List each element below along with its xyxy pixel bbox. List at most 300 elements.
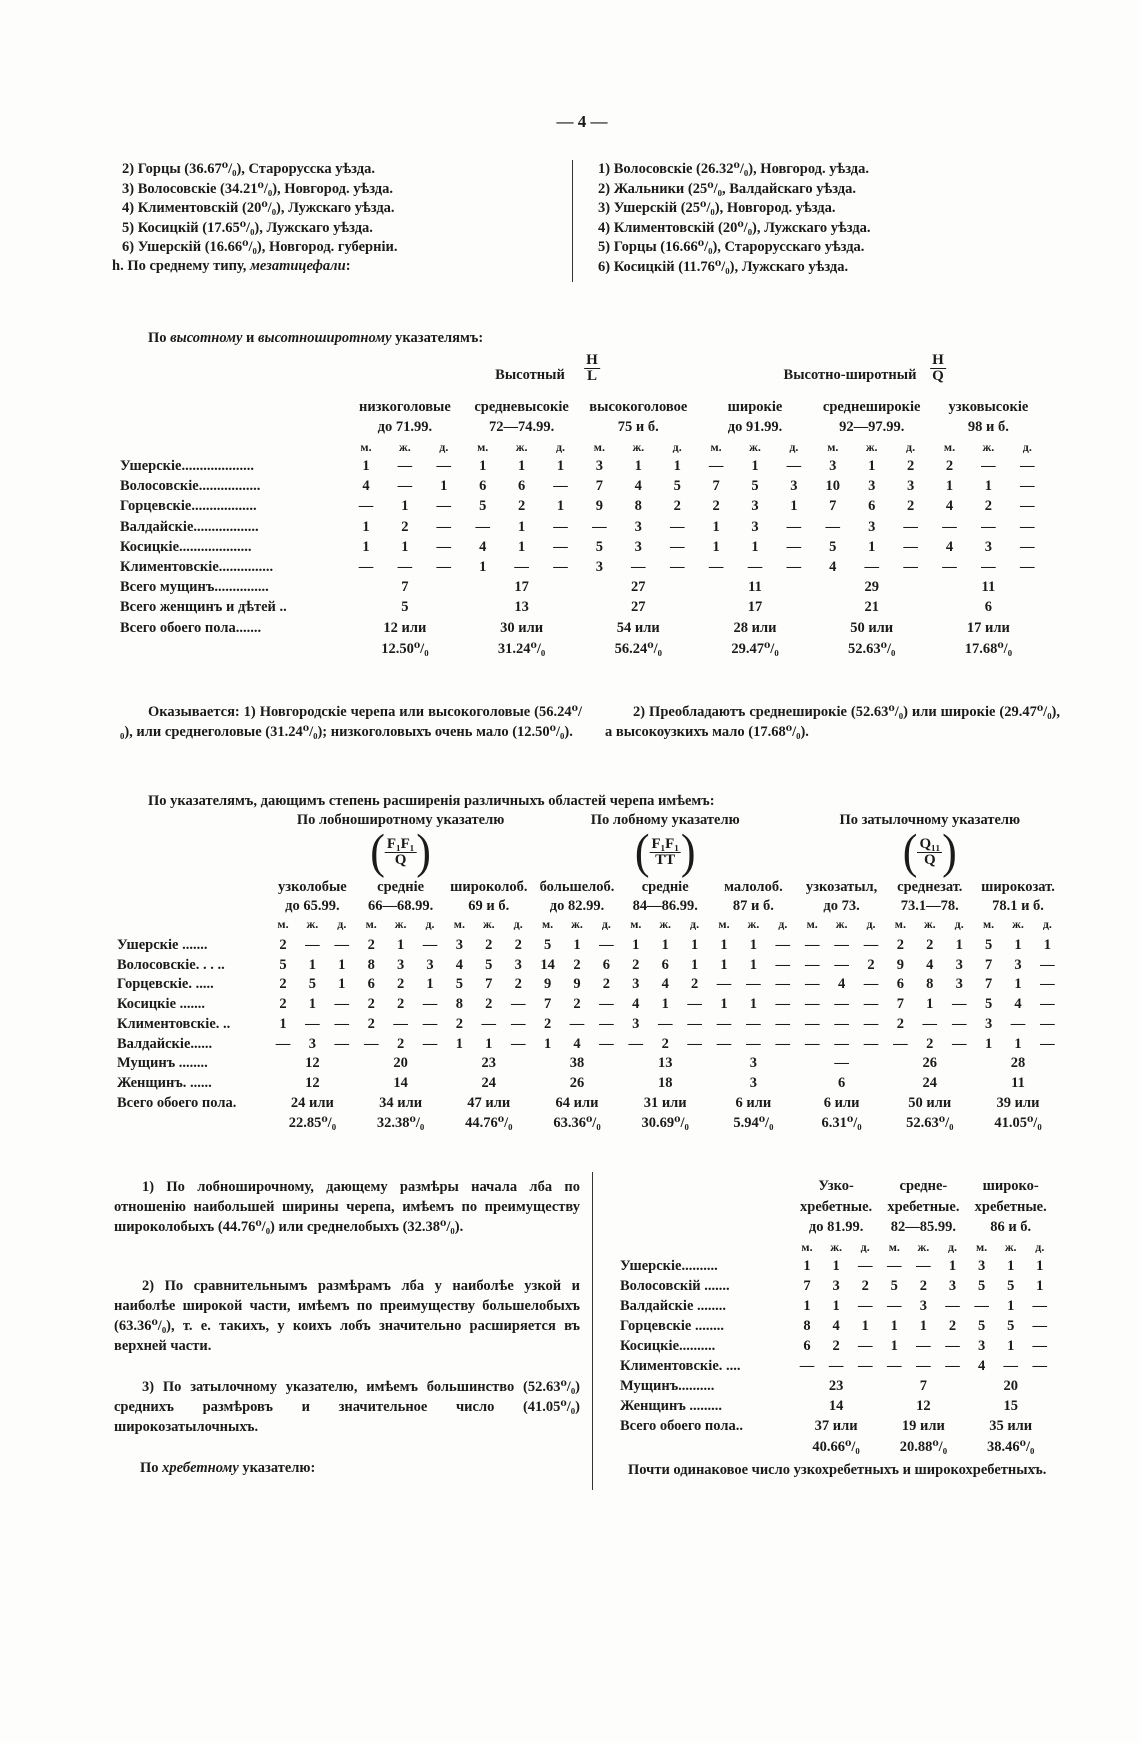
table-cell: 7 (829, 498, 837, 515)
table-cell: 1 (1043, 937, 1052, 953)
table-cell: 1 (279, 1015, 287, 1032)
total-cell: 14 (828, 1398, 844, 1414)
table-cell: 2 (514, 976, 522, 993)
table-cell: 2 (543, 1015, 552, 1032)
table-cell: 7 (595, 478, 604, 495)
table-cell: 2 (948, 1318, 957, 1334)
table-cell: 3 (984, 538, 993, 555)
class-header: низкоголовые (358, 399, 451, 415)
total-cell: 17.68⁰/₀ (964, 640, 1013, 657)
table-cell: — (834, 956, 849, 973)
page-number: — 4 — (556, 112, 608, 131)
table-cell: — (1010, 1015, 1026, 1032)
list-item-part: мезатицефали (249, 257, 346, 274)
table-cell: 7 (984, 976, 993, 993)
section1-heading (148, 330, 483, 347)
table-cell: 4 (632, 996, 640, 1013)
total-label: Всего мущинъ............... (120, 579, 269, 596)
table-cell: 1 (573, 937, 581, 953)
table-cell: 3 (595, 559, 604, 575)
class-header: малолоб. (724, 879, 783, 895)
section3-heading (140, 1460, 315, 1477)
table-cell: — (863, 937, 879, 953)
table-cell: 3 (514, 956, 522, 973)
table-cell: 2 (602, 976, 611, 993)
table-cell: 1 (1036, 1258, 1044, 1274)
table-cell: 1 (362, 458, 370, 474)
table-cell: — (1040, 976, 1055, 993)
table-cell: 1 (803, 1298, 811, 1314)
sex-header: ж. (659, 917, 672, 931)
table-cell: — (687, 1035, 702, 1052)
table-cell: — (334, 996, 350, 1013)
table-cell: 1 (632, 937, 640, 953)
table-cell: — (804, 1035, 820, 1052)
total-cell: 22.85⁰/₀ (288, 1115, 337, 1132)
class-header: широкозат. (981, 879, 1055, 895)
table-cell: — (397, 478, 413, 495)
table-cell: 5 (543, 937, 552, 953)
table-cell: — (393, 1015, 408, 1032)
table-cell: 2 (906, 458, 915, 474)
table-cell: 2 (896, 937, 905, 953)
table-cell: 7 (485, 976, 493, 993)
table-cell: 4 (829, 559, 837, 575)
index-formula: ( $\frac{\text{Q₁₁}}{Q}$ ) (902, 824, 957, 879)
table-cell: — (863, 1035, 879, 1052)
table-cell: — (1020, 518, 1035, 535)
list-item: 2) Жальники (25⁰/₀, Валдайскаго уѣзда. (598, 180, 856, 197)
heading-part: По (140, 1460, 163, 1476)
table-cell: 1 (1014, 976, 1022, 993)
row-label: Косицкіе.................... (120, 538, 252, 555)
sex-header: м. (360, 440, 372, 454)
table-cell: 9 (595, 498, 604, 515)
table-cell: 3 (790, 478, 798, 495)
heading-part: По (148, 330, 171, 346)
sex-header: м. (365, 917, 377, 931)
table-cell: — (553, 518, 568, 535)
table-cell: — (657, 1015, 673, 1032)
fraction-numerator: H (586, 352, 598, 368)
table-cell: — (746, 976, 761, 993)
sex-header: м. (542, 917, 554, 931)
sex-header: м. (710, 440, 722, 454)
table-cell: 1 (401, 498, 409, 515)
index-formula: ( $\frac{\text{F₁F₁}}{TT}$ ) (634, 824, 696, 879)
table-cell: 2 (926, 937, 934, 953)
sex-header: ж. (917, 1240, 930, 1254)
total-cell: 30.69⁰/₀ (641, 1115, 689, 1132)
table-cell: 1 (362, 518, 370, 535)
table-cell: 3 (751, 498, 759, 515)
index-group-label: По лобноширотному указателю (296, 812, 505, 828)
table-cell: 8 (803, 1318, 811, 1334)
table-cell: 2 (396, 976, 405, 993)
sex-header: м. (718, 917, 730, 931)
total-cell: 50 или (850, 619, 894, 636)
table-cell: — (553, 538, 568, 555)
table-cell: 1 (749, 937, 758, 953)
table-cell: — (828, 1358, 844, 1374)
table-cell: — (481, 1015, 497, 1032)
table-cell: 6 (661, 956, 669, 973)
table-cell: — (687, 996, 702, 1013)
table-cell: 2 (632, 956, 640, 973)
list-item: 1) Волосовскіе (26.32⁰/₀), Новгород. уѣзда. (598, 161, 869, 177)
class-header: большелоб. (539, 879, 615, 895)
table-cell: 14 (540, 956, 555, 973)
total-cell: 13 (514, 599, 529, 616)
table-cell: — (804, 976, 820, 993)
table-cell: 10 (825, 478, 841, 495)
table-cell: 2 (832, 1338, 840, 1354)
table-cell: 1 (479, 559, 487, 575)
table-cell: — (553, 559, 568, 575)
table-cell: — (716, 1015, 732, 1032)
table-cell: — (834, 1015, 849, 1032)
table-cell: — (1040, 1015, 1055, 1032)
table-cell: — (942, 518, 957, 535)
table-cell: 2 (896, 1015, 905, 1032)
table-cell: 2 (367, 996, 375, 1013)
table-cell: 1 (338, 976, 346, 993)
list-item: 5) Косицкій (17.65⁰/₀), Лужскаго уѣзда. (122, 219, 373, 236)
table-cell: 3 (829, 458, 837, 474)
total-cell: 27 (631, 599, 646, 616)
total-cell: 26 (569, 1074, 585, 1091)
table-cell: 1 (1014, 937, 1022, 953)
table-cell: 1 (749, 956, 758, 973)
sex-header: м. (277, 917, 289, 931)
fraction-denominator: Q (932, 368, 944, 384)
table-cell: 1 (720, 996, 728, 1013)
row-label: Горцевскіе ........ (620, 1318, 724, 1334)
table-cell: 1 (868, 458, 876, 474)
sex-header: ж. (571, 917, 583, 931)
total-cell: 39 или (996, 1094, 1040, 1111)
total-cell: 30 или (500, 619, 544, 636)
index-group-label: По лобному указателю (590, 812, 740, 828)
heading-part: указателю: (238, 1460, 316, 1476)
range-header: 78.1 и б. (992, 898, 1044, 914)
table-cell: 4 (945, 498, 954, 515)
table-cell: 7 (896, 996, 905, 1013)
list-item: 2) Горцы (36.67⁰/₀), Старорусска уѣзда. (122, 161, 375, 177)
class-header: узковысокіе (948, 399, 1029, 415)
table-cell: 3 (426, 956, 434, 973)
fraction-denominator: TT (655, 851, 676, 868)
row-label: Климентовскіе. .... (620, 1358, 741, 1374)
table-cell: 4 (479, 538, 487, 555)
table-cell: 3 (595, 458, 604, 474)
total-cell: 20 (1003, 1378, 1018, 1394)
table-cell: 3 (906, 478, 915, 495)
sex-header: ж. (482, 917, 495, 931)
table-cell: — (1040, 1035, 1055, 1052)
table-cell: — (397, 458, 413, 474)
table-cell: 1 (720, 937, 728, 953)
table-cell: — (569, 1015, 585, 1032)
table-cell: 2 (867, 956, 875, 973)
total-cell: 14 (393, 1074, 408, 1091)
total-cell: 6 или (823, 1094, 860, 1111)
table-cell: 9 (573, 976, 581, 993)
row-label: Горцевскіе.................. (120, 498, 257, 515)
total-cell: 54 или (616, 619, 660, 636)
total-cell: 29 (864, 579, 879, 596)
row-label: Валдайскіе ........ (620, 1298, 727, 1314)
table-cell: — (1020, 498, 1035, 515)
total-cell: 21 (864, 599, 879, 616)
table-cell: 1 (1007, 1258, 1015, 1274)
table-cell: 8 (455, 996, 464, 1013)
table-cell: — (804, 1015, 820, 1032)
table-cell: 6 (602, 956, 611, 973)
sex-header: ж. (632, 440, 645, 454)
sex-header: д. (672, 440, 682, 454)
conclusion-left-text: Оказывается: 1) Новгородскіе черепа или высокоголовые (56.24⁰/₀), или среднеголовые (31.24⁰/₀); низкоголовыхъ очень мало (12.50⁰/₀). (120, 704, 582, 740)
table-cell: — (916, 1338, 931, 1354)
table-cell: 1 (485, 1035, 493, 1052)
table-cell: 2 (279, 996, 287, 1013)
total-label: Всего обоего пола. (117, 1094, 237, 1111)
total-cell: 13 (657, 1055, 673, 1072)
table-cell: 2 (279, 976, 287, 993)
table-cell: — (510, 1035, 526, 1052)
total-cell: 26 (922, 1055, 938, 1072)
table-cell: 5 (479, 498, 487, 515)
table-cell: 5 (984, 937, 993, 953)
table-cell: — (863, 996, 879, 1013)
table-cell: 3 (868, 518, 876, 535)
table-cell: — (592, 518, 607, 535)
total-cell: 40.66⁰/₀ (812, 1439, 860, 1455)
class-header: широколоб. (450, 879, 528, 895)
table-cell: 3 (948, 1278, 957, 1294)
table-cell: 2 (690, 976, 699, 993)
sex-header: ж. (394, 917, 407, 931)
table-cell: 1 (890, 1318, 898, 1334)
table-cell: 3 (751, 518, 759, 535)
sex-header: м. (943, 440, 956, 454)
section3-note-text: Почти одинаковое число узкохребетныхъ и широкохребетныхъ. (628, 1462, 1047, 1478)
row-label: Волосовскій ....... (620, 1278, 730, 1294)
table-cell: 1 (661, 996, 669, 1013)
table-cell: — (945, 1298, 960, 1314)
table-cell: 1 (749, 996, 758, 1013)
total-cell: 5.94⁰/₀ (733, 1115, 774, 1132)
table-cell: — (628, 1035, 644, 1052)
table-cell: — (804, 996, 820, 1013)
table-cell: 5 (829, 538, 837, 555)
total-cell: 41.05⁰/₀ (994, 1115, 1042, 1132)
table-cell: — (334, 1035, 350, 1052)
total-cell: 11 (981, 579, 996, 596)
total-cell: 28 или (733, 619, 777, 636)
table-cell: — (893, 1035, 908, 1052)
table-cell: 1 (832, 1298, 840, 1314)
range-header: 86 и б. (990, 1219, 1032, 1235)
table-cell: 5 (984, 996, 993, 1013)
list-item: 5) Горцы (16.66⁰/₀), Старорусскаго уѣзда. (598, 239, 865, 255)
index-formula (584, 353, 600, 384)
total-cell: 17 (747, 599, 763, 616)
table-cell: 2 (573, 996, 581, 1013)
table-cell: 1 (1007, 1338, 1015, 1354)
table-cell: 9 (543, 976, 552, 993)
table-cell: 1 (308, 956, 317, 973)
heading-part: высотноширотному (258, 330, 392, 346)
table-cell: — (804, 937, 820, 953)
total-label: Женщинъ. ...... (117, 1074, 212, 1091)
table-cell: 1 (832, 1258, 840, 1274)
class-header: узколобые (278, 879, 347, 895)
conclusion-paragraph-text: 2) По сравнительнымъ размѣрамъ лба у наиболѣе узкой и наиболѣе широкой части, имѣемъ по преимуществу большелобыхъ (63.36⁰/₀), т. е. такихъ, у коихъ лобъ значительно расширяется въ верхней части. (114, 1278, 580, 1354)
table-cell: 2 (517, 498, 526, 515)
fraction-numerator: F₁F₁ (651, 835, 679, 852)
range-header: до 82.99. (549, 898, 605, 914)
sex-header: м. (976, 1240, 988, 1254)
total-cell: 32.38⁰/₀ (376, 1115, 425, 1132)
range-header: 84—86.99. (632, 898, 698, 914)
sex-header: ж. (1012, 917, 1024, 931)
table-cell: — (903, 518, 918, 535)
sex-header: м. (801, 1240, 813, 1254)
total-cell: 56.24⁰/₀ (614, 640, 662, 657)
row-label: Валдайскіе...... (117, 1035, 213, 1052)
total-cell: 47 или (467, 1094, 511, 1111)
sex-header: ж. (830, 1240, 842, 1254)
class-header-top: средне- (899, 1178, 948, 1194)
row-label: Косицкіе.......... (620, 1338, 716, 1354)
range-header: 98 и б. (967, 419, 1009, 435)
table-cell: 1 (517, 538, 526, 555)
table-cell: — (775, 937, 791, 953)
list-item: 3) Волосовскіе (34.21⁰/₀), Новгород. уѣзда. (122, 180, 393, 197)
table-cell: 5 (751, 478, 759, 495)
class-header: средневысокіе (474, 399, 569, 415)
table-cell: — (422, 937, 438, 953)
total-cell: 64 или (555, 1094, 599, 1111)
table-cell: 1 (751, 458, 759, 474)
list-item: 4) Климентовскій (20⁰/₀), Лужскаго уѣзда. (122, 200, 395, 216)
sex-header: д. (1035, 1240, 1045, 1254)
table-cell: — (857, 1258, 873, 1274)
table-cell: 1 (955, 937, 963, 953)
index-group-label: Высотно-широтный (783, 367, 917, 383)
total-cell: 17 (514, 579, 529, 596)
sex-header: м. (453, 917, 465, 931)
table-cell: 3 (1014, 956, 1022, 973)
table-cell: — (422, 996, 438, 1013)
table-cell: 1 (868, 538, 876, 555)
table-cell: 5 (595, 538, 604, 555)
table-cell: — (334, 1015, 350, 1032)
table-cell: 4 (634, 478, 642, 495)
table-cell: 3 (634, 518, 642, 535)
table-cell: — (916, 1358, 931, 1374)
total-cell: 20.88⁰/₀ (899, 1439, 948, 1455)
table-cell: 3 (455, 937, 464, 953)
table-cell: 4 (945, 538, 954, 555)
conclusion-right-text: 2) Преобладаютъ среднеширокіе (52.63⁰/₀) или широкіе (29.47⁰/₀), а высокоузкихъ мало (17.68⁰/₀). (605, 704, 1060, 740)
class-header: узкозатыл, (805, 879, 878, 895)
table-cell: 4 (362, 478, 370, 495)
total-cell: 12.50⁰/₀ (381, 640, 429, 657)
table-cell: — (716, 1035, 732, 1052)
table-cell: 5 (455, 976, 464, 993)
table-cell: — (687, 1015, 702, 1032)
table-cell: 7 (712, 478, 720, 495)
range-header: до 91.99. (727, 419, 783, 435)
total-cell: 17 или (966, 619, 1010, 636)
table-cell: 9 (896, 956, 905, 973)
table-cell: 1 (948, 1258, 957, 1274)
table-cell: — (334, 937, 350, 953)
table-cell: 1 (945, 478, 954, 495)
table-cell: 1 (1007, 1298, 1015, 1314)
section3-note (600, 1460, 1060, 1480)
sex-header: м. (630, 917, 642, 931)
table-cell: 5 (673, 478, 681, 495)
row-label: Ушерскіе ....... (117, 937, 208, 953)
table-cell: 2 (861, 1278, 869, 1294)
conclusion-right (605, 702, 1060, 742)
total-cell: 38 (569, 1055, 585, 1072)
table-cell: 5 (977, 1318, 986, 1334)
range-header: до 73. (823, 898, 860, 914)
table-cell: — (746, 1035, 761, 1052)
section2-heading: По указателямъ, дающимъ степень расширенія различныхъ областей черепа имѣемъ: (148, 793, 715, 809)
table-cell: 7 (984, 956, 993, 973)
total-cell: 6.31⁰/₀ (821, 1115, 862, 1132)
heading-part: хребетному (162, 1460, 239, 1476)
table-cell: — (945, 1358, 960, 1374)
total-cell: 12 (916, 1398, 931, 1414)
table-cell: 1 (790, 498, 798, 515)
total-cell: 20 (393, 1055, 408, 1072)
table-cell: — (857, 1358, 873, 1374)
range-header: 87 и б. (732, 898, 774, 914)
table-cell: — (436, 518, 452, 535)
total-cell: 23 (828, 1378, 844, 1394)
table-cell: — (775, 956, 791, 973)
table-cell: — (599, 1015, 614, 1032)
table-cell: — (863, 1015, 879, 1032)
table-cell: 4 (832, 1318, 840, 1334)
table-cell: 2 (455, 1015, 464, 1032)
table-cell: 4 (573, 1035, 581, 1052)
row-label: Ушерскіе.................... (120, 458, 254, 474)
table-cell: 2 (984, 498, 993, 515)
fraction-denominator: Q (394, 851, 407, 868)
table-cell: 1 (926, 996, 934, 1013)
sex-header: д. (425, 917, 435, 931)
table-cell: — (864, 559, 879, 575)
table-cell: 2 (906, 498, 915, 515)
total-cell: — (834, 1055, 849, 1072)
row-label: Горцевскіе. ..... (117, 976, 214, 993)
table-cell: 1 (556, 498, 565, 515)
sex-header: м. (894, 917, 906, 931)
table-cell: — (631, 559, 646, 575)
table-cell: — (599, 937, 614, 953)
fraction-numerator: Q₁₁ (919, 835, 941, 852)
table-cell: 2 (514, 937, 522, 953)
table-cell: 3 (396, 956, 405, 973)
table-cell: 2 (367, 1015, 375, 1032)
